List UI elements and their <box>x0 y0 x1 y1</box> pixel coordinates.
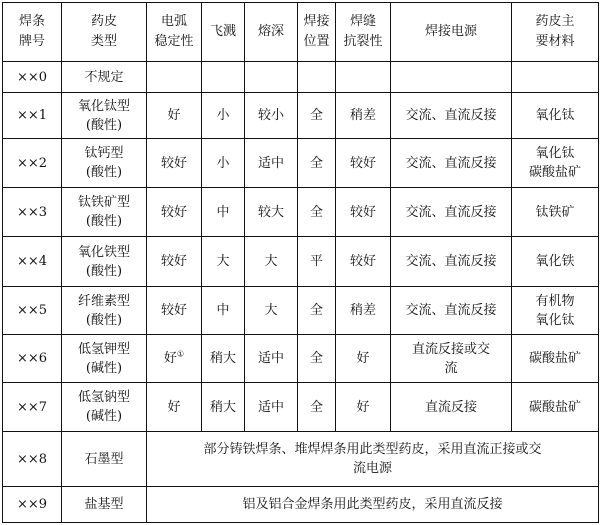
header-power-source: 焊接电源 <box>391 3 512 62</box>
cell-code: ××1 <box>3 93 62 139</box>
cell-coating-type: 钛钙型 (酸性) <box>62 139 147 188</box>
cell-coating-type: 低氢钾型 (碱性) <box>62 335 147 383</box>
cell-arc-stability: 较好 <box>147 287 202 335</box>
table-row <box>3 487 599 523</box>
cell-crack-resistance: 好 <box>336 383 391 432</box>
table-row <box>3 93 599 139</box>
cell-penetration: 较小 <box>245 93 298 139</box>
cell-code: ××5 <box>3 287 62 335</box>
cell-spatter: 小 <box>202 139 245 188</box>
cell-arc-stability: 好① <box>147 335 202 383</box>
cell-position: 平 <box>298 237 336 287</box>
cell-position: 全 <box>298 287 336 335</box>
cell-code: ××6 <box>3 335 62 383</box>
header-arc-stability: 电弧 稳定性 <box>147 3 202 62</box>
cell-coating-type: 氧化铁型 (酸性) <box>62 237 147 287</box>
cell-penetration: 较大 <box>245 188 298 237</box>
cell-spatter <box>202 62 245 93</box>
cell-crack-resistance: 稍差 <box>336 287 391 335</box>
cell-main-material: 钛铁矿 <box>512 188 599 237</box>
cell-spatter: 中 <box>202 188 245 237</box>
cell-crack-resistance: 较好 <box>336 237 391 287</box>
cell-main-material: 氧化钛 <box>512 93 599 139</box>
cell-coating-type: 石墨型 <box>62 432 147 487</box>
cell-spatter: 稍大 <box>202 335 245 383</box>
cell-arc-stability: 好 <box>147 93 202 139</box>
cell-penetration <box>245 62 298 93</box>
cell-power-source: 交流、直流反接 <box>391 237 512 287</box>
electrode-coating-table <box>2 2 599 523</box>
cell-crack-resistance <box>336 62 391 93</box>
cell-position: 全 <box>298 335 336 383</box>
cell-arc-stability: 好 <box>147 383 202 432</box>
cell-code: ××3 <box>3 188 62 237</box>
cell-power-source: 直流反接 <box>391 383 512 432</box>
cell-code: ××2 <box>3 139 62 188</box>
cell-arc-stability <box>147 62 202 93</box>
cell-main-material: 氧化铁 <box>512 237 599 287</box>
cell-penetration: 适中 <box>245 139 298 188</box>
cell-main-material: 有机物 氧化钛 <box>512 287 599 335</box>
cell-code: ××7 <box>3 383 62 432</box>
cell-coating-type: 纤维素型 (酸性) <box>62 287 147 335</box>
cell-crack-resistance: 较好 <box>336 188 391 237</box>
cell-power-source: 交流、直流反接 <box>391 287 512 335</box>
cell-position: 全 <box>298 188 336 237</box>
table-row <box>3 188 599 237</box>
cell-arc-stability: 较好 <box>147 139 202 188</box>
table-row <box>3 237 599 287</box>
cell-coating-type: 氧化钛型 (酸性) <box>62 93 147 139</box>
header-main-material: 药皮主 要材料 <box>512 3 599 62</box>
cell-crack-resistance: 较好 <box>336 139 391 188</box>
cell-position: 全 <box>298 139 336 188</box>
cell-crack-resistance: 好 <box>336 335 391 383</box>
cell-spatter: 稍大 <box>202 383 245 432</box>
cell-main-material: 氧化钛 碳酸盐矿 <box>512 139 599 188</box>
header-spatter: 飞溅 <box>202 3 245 62</box>
footnote-marker: ① <box>176 349 185 359</box>
cell-power-source <box>391 62 512 93</box>
cell-main-material: 碳酸盐矿 <box>512 383 599 432</box>
cell-penetration: 适中 <box>245 383 298 432</box>
cell-arc-stability: 较好 <box>147 237 202 287</box>
cell-power-source: 交流、直流反接 <box>391 93 512 139</box>
table-row <box>3 62 599 93</box>
cell-arc-stability: 较好 <box>147 188 202 237</box>
header-code: 焊条 牌号 <box>3 3 62 62</box>
cell-coating-type: 钛铁矿型 (酸性) <box>62 188 147 237</box>
table-row <box>3 383 599 432</box>
cell-main-material: 碳酸盐矿 <box>512 335 599 383</box>
cell-spatter: 小 <box>202 93 245 139</box>
cell-note: 铝及铝合金焊条用此类型药皮，采用直流反接 <box>147 487 599 523</box>
cell-spatter: 中 <box>202 287 245 335</box>
cell-spatter: 大 <box>202 237 245 287</box>
cell-code: ××8 <box>3 432 62 487</box>
cell-code: ××9 <box>3 487 62 523</box>
table-row <box>3 432 599 487</box>
cell-main-material <box>512 62 599 93</box>
cell-position: 全 <box>298 383 336 432</box>
cell-penetration: 大 <box>245 237 298 287</box>
header-row <box>3 3 599 62</box>
cell-coating-type: 低氢钠型 (碱性) <box>62 383 147 432</box>
table-row <box>3 287 599 335</box>
header-penetration: 熔深 <box>245 3 298 62</box>
cell-note: 部分铸铁焊条、堆焊焊条用此类型药皮，采用直流正接或交 流电源 <box>147 432 599 487</box>
cell-crack-resistance: 稍差 <box>336 93 391 139</box>
cell-power-source: 交流、直流反接 <box>391 188 512 237</box>
cell-penetration: 大 <box>245 287 298 335</box>
cell-power-source: 交流、直流反接 <box>391 139 512 188</box>
header-position: 焊接 位置 <box>298 3 336 62</box>
cell-code: ××4 <box>3 237 62 287</box>
cell-position <box>298 62 336 93</box>
table-row <box>3 139 599 188</box>
header-crack-resistance: 焊缝 抗裂性 <box>336 3 391 62</box>
cell-code: ××0 <box>3 62 62 93</box>
cell-coating-type: 不规定 <box>62 62 147 93</box>
cell-position: 全 <box>298 93 336 139</box>
cell-power-source: 直流反接或交 流 <box>391 335 512 383</box>
header-coating-type: 药皮 类型 <box>62 3 147 62</box>
cell-coating-type: 盐基型 <box>62 487 147 523</box>
cell-penetration: 适中 <box>245 335 298 383</box>
table-row <box>3 335 599 383</box>
